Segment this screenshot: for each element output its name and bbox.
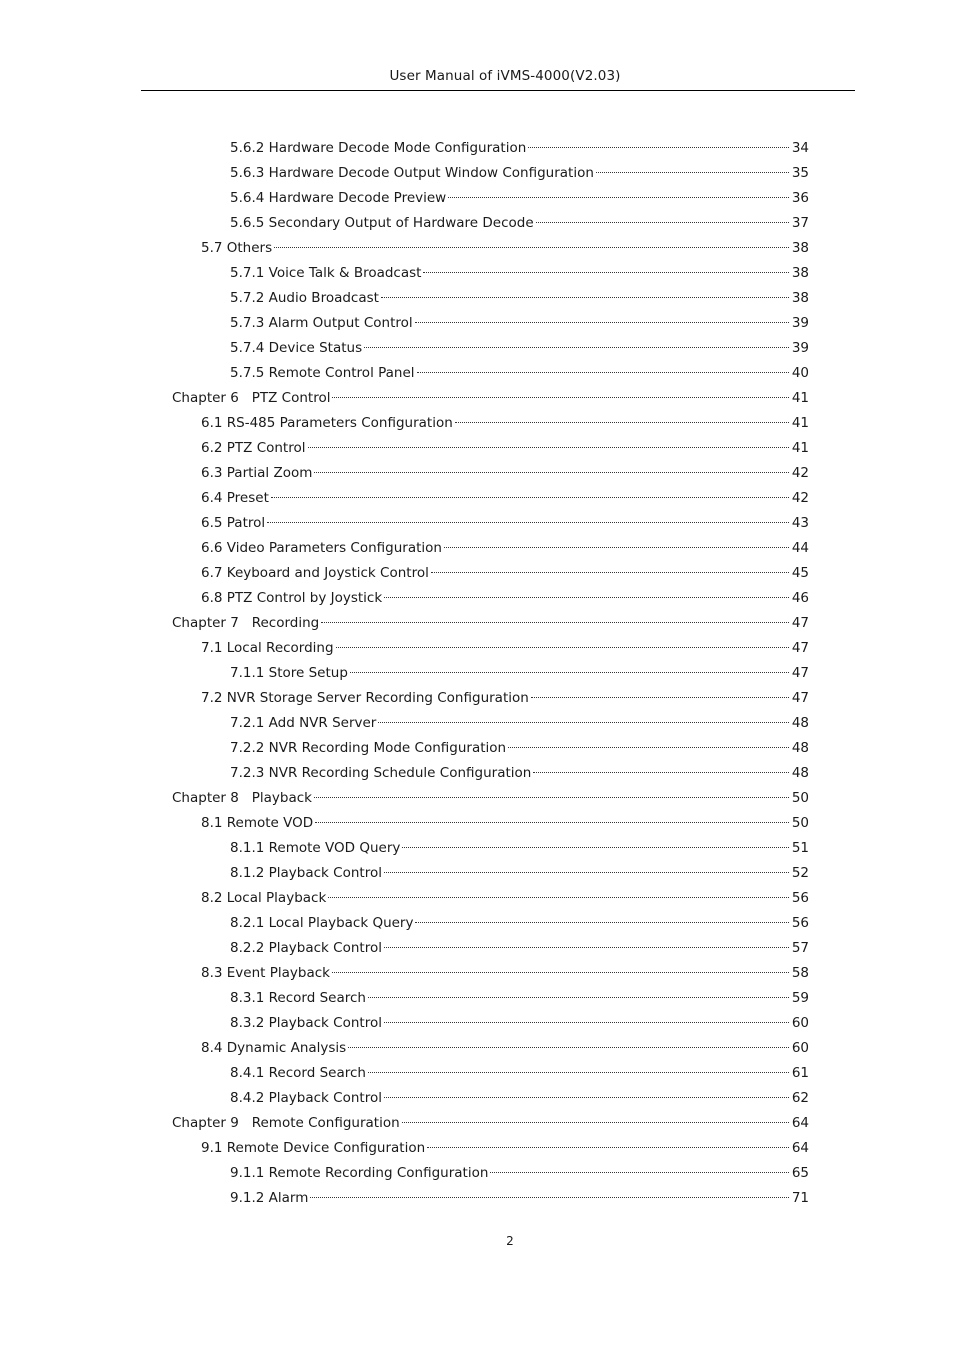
toc-entry[interactable] (230, 161, 809, 186)
toc-dot-leader (402, 1122, 789, 1123)
toc-entry[interactable] (201, 536, 809, 561)
toc-dot-leader (417, 372, 789, 373)
toc-entry-title: Chapter 6 PTZ Control (172, 390, 331, 406)
toc-entry-page: 43 (791, 515, 809, 531)
toc-dot-leader (402, 847, 788, 848)
toc-entry-title: Chapter 7 Recording (172, 615, 320, 631)
toc-dot-leader (533, 772, 788, 773)
toc-dot-leader (271, 497, 789, 498)
toc-dot-leader (431, 572, 789, 573)
toc-dot-leader (321, 622, 789, 623)
toc-entry[interactable] (230, 1186, 809, 1211)
toc-dot-leader (315, 822, 789, 823)
toc-dot-leader (427, 1147, 789, 1148)
toc-dot-leader (378, 722, 788, 723)
toc-entry[interactable] (201, 436, 809, 461)
toc-dot-leader (368, 997, 789, 998)
toc-dot-leader (384, 597, 789, 598)
toc-entry[interactable] (172, 611, 809, 636)
toc-entry-title: 8.2 Local Playback (201, 890, 327, 906)
toc-entry-page: 58 (791, 965, 809, 981)
toc-dot-leader (528, 147, 789, 148)
toc-entry-title: 6.2 PTZ Control (201, 440, 306, 456)
toc-entry-page: 60 (791, 1015, 809, 1031)
toc-entry-page: 41 (791, 390, 809, 406)
toc-entry-title: 6.1 RS-485 Parameters Configuration (201, 415, 453, 431)
toc-entry[interactable] (201, 1136, 809, 1161)
toc-entry[interactable] (172, 1111, 809, 1136)
toc-entry[interactable] (230, 661, 809, 686)
toc-dot-leader (423, 272, 788, 273)
toc-entry-title: 5.6.2 Hardware Decode Mode Configuration (230, 140, 527, 156)
toc-entry-page: 38 (791, 290, 809, 306)
toc-entry-title: 9.1 Remote Device Configuration (201, 1140, 426, 1156)
toc-dot-leader (596, 172, 789, 173)
toc-entry-page: 39 (791, 340, 809, 356)
toc-entry[interactable] (201, 511, 809, 536)
toc-entry-title: Chapter 8 Playback (172, 790, 312, 806)
toc-entry[interactable] (230, 1161, 809, 1186)
toc-entry-page: 48 (791, 740, 809, 756)
toc-entry[interactable] (230, 1011, 809, 1036)
toc-entry-title: 5.7 Others (201, 240, 273, 256)
toc-entry[interactable] (230, 261, 809, 286)
header-divider (141, 90, 855, 91)
toc-dot-leader (348, 1047, 789, 1048)
toc-dot-leader (384, 872, 789, 873)
toc-entry-page: 47 (791, 665, 809, 681)
toc-entry-title: 8.4.1 Record Search (230, 1065, 366, 1081)
toc-entry[interactable] (230, 311, 809, 336)
toc-entry[interactable] (201, 236, 809, 261)
toc-entry-title: 5.7.3 Alarm Output Control (230, 315, 413, 331)
toc-entry-page: 65 (791, 1165, 809, 1181)
toc-entry-page: 64 (791, 1115, 809, 1131)
toc-entry-page: 56 (791, 890, 809, 906)
toc-dot-leader (350, 672, 789, 673)
toc-dot-leader (381, 297, 789, 298)
toc-entry-page: 47 (791, 640, 809, 656)
toc-entry-page: 41 (791, 415, 809, 431)
toc-entry-title: 5.7.2 Audio Broadcast (230, 290, 379, 306)
toc-entry-title: 6.8 PTZ Control by Joystick (201, 590, 383, 606)
toc-entry[interactable] (230, 136, 809, 161)
toc-entry-page: 60 (791, 1040, 809, 1056)
toc-entry-page: 51 (791, 840, 809, 856)
toc-entry[interactable] (230, 361, 809, 386)
toc-dot-leader (531, 697, 789, 698)
toc-entry[interactable] (230, 336, 809, 361)
toc-entry-title: 8.2.1 Local Playback Query (230, 915, 414, 931)
toc-dot-leader (332, 397, 788, 398)
toc-entry[interactable] (230, 836, 809, 861)
toc-entry-title: 6.5 Patrol (201, 515, 266, 531)
toc-dot-leader (384, 1022, 789, 1023)
toc-dot-leader (444, 547, 789, 548)
toc-dot-leader (314, 797, 789, 798)
toc-entry-page: 40 (791, 365, 809, 381)
toc-entry-page: 42 (791, 465, 809, 481)
toc-entry-page: 59 (791, 990, 809, 1006)
toc-entry-page: 34 (791, 140, 809, 156)
toc-entry-title: 5.7.4 Device Status (230, 340, 363, 356)
toc-dot-leader (310, 1197, 788, 1198)
toc-entry[interactable] (201, 561, 809, 586)
toc-dot-leader (328, 897, 789, 898)
toc-entry[interactable] (172, 786, 809, 811)
toc-entry-page: 62 (791, 1090, 809, 1106)
toc-dot-leader (384, 1097, 789, 1098)
toc-entry-title: 6.7 Keyboard and Joystick Control (201, 565, 429, 581)
toc-entry-page: 38 (791, 265, 809, 281)
toc-entry-title: 5.7.1 Voice Talk & Broadcast (230, 265, 422, 281)
toc-dot-leader (508, 747, 789, 748)
toc-dot-leader (384, 947, 789, 948)
toc-entry-page: 57 (791, 940, 809, 956)
page-header: User Manual of iVMS-4000(V2.03) (389, 68, 621, 84)
toc-entry-title: 9.1.2 Alarm (230, 1190, 309, 1206)
toc-entry[interactable] (230, 711, 809, 736)
toc-entry[interactable] (230, 761, 809, 786)
toc-entry-title: 5.6.5 Secondary Output of Hardware Decode (230, 215, 534, 231)
toc-entry[interactable] (230, 286, 809, 311)
toc-entry[interactable] (201, 1036, 809, 1061)
toc-dot-leader (415, 322, 789, 323)
toc-entry-page: 56 (791, 915, 809, 931)
toc-entry-page: 46 (791, 590, 809, 606)
toc-entry-title: 5.6.4 Hardware Decode Preview (230, 190, 447, 206)
toc-dot-leader (267, 522, 789, 523)
toc-entry-title: 8.1 Remote VOD (201, 815, 314, 831)
toc-entry-title: 6.3 Partial Zoom (201, 465, 313, 481)
toc-entry[interactable] (172, 386, 809, 411)
toc-entry-title: 7.1 Local Recording (201, 640, 334, 656)
toc-entry-title: 5.7.5 Remote Control Panel (230, 365, 415, 381)
toc-entry-title: 6.6 Video Parameters Configuration (201, 540, 442, 556)
toc-entry-page: 61 (791, 1065, 809, 1081)
toc-entry[interactable] (201, 461, 809, 486)
toc-entry-title: 8.2.2 Playback Control (230, 940, 382, 956)
toc-entry-page: 52 (791, 865, 809, 881)
toc-entry-page: 45 (791, 565, 809, 581)
toc-entry-title: 6.4 Preset (201, 490, 269, 506)
toc-dot-leader (490, 1172, 788, 1173)
toc-entry-title: 8.1.2 Playback Control (230, 865, 382, 881)
toc-dot-leader (368, 1072, 789, 1073)
page-number: 2 (506, 1234, 514, 1248)
toc-entry-title: 8.1.1 Remote VOD Query (230, 840, 401, 856)
toc-entry[interactable] (230, 986, 809, 1011)
toc-dot-leader (314, 472, 788, 473)
toc-entry-page: 71 (791, 1190, 809, 1206)
toc-entry[interactable] (201, 411, 809, 436)
toc-entry[interactable] (230, 211, 809, 236)
toc-entry-page: 50 (791, 815, 809, 831)
toc-entry-title: 7.2.2 NVR Recording Mode Configuration (230, 740, 507, 756)
toc-entry-title: Chapter 9 Remote Configuration (172, 1115, 400, 1131)
toc-entry-page: 36 (791, 190, 809, 206)
toc-entry-page: 39 (791, 315, 809, 331)
toc-entry[interactable] (201, 961, 809, 986)
toc-entry-title: 8.3.2 Playback Control (230, 1015, 382, 1031)
toc-dot-leader (448, 197, 789, 198)
toc-entry-title: 7.2.3 NVR Recording Schedule Configuration (230, 765, 532, 781)
toc-entry-page: 47 (791, 690, 809, 706)
toc-entry-page: 47 (791, 615, 809, 631)
toc-entry-title: 5.6.3 Hardware Decode Output Window Configuration (230, 165, 594, 181)
toc-entry-title: 8.4.2 Playback Control (230, 1090, 382, 1106)
toc-dot-leader (332, 972, 789, 973)
toc-entry-page: 48 (791, 765, 809, 781)
toc-dot-leader (415, 922, 788, 923)
toc-entry-title: 7.2.1 Add NVR Server (230, 715, 377, 731)
toc-entry[interactable] (201, 636, 809, 661)
toc-entry-title: 7.2 NVR Storage Server Recording Configuration (201, 690, 529, 706)
toc-entry[interactable] (230, 186, 809, 211)
toc-entry-page: 37 (791, 215, 809, 231)
toc-entry-page: 64 (791, 1140, 809, 1156)
toc-entry-title: 8.3.1 Record Search (230, 990, 366, 1006)
toc-entry[interactable] (201, 686, 809, 711)
toc-entry-page: 44 (791, 540, 809, 556)
toc-entry[interactable] (201, 886, 809, 911)
toc-entry-page: 35 (791, 165, 809, 181)
toc-entry-title: 9.1.1 Remote Recording Configuration (230, 1165, 489, 1181)
toc-entry[interactable] (201, 811, 809, 836)
toc-entry[interactable] (230, 861, 809, 886)
toc-entry-page: 42 (791, 490, 809, 506)
toc-dot-leader (536, 222, 789, 223)
toc-dot-leader (455, 422, 789, 423)
toc-entry-page: 48 (791, 715, 809, 731)
toc-entry[interactable] (230, 736, 809, 761)
toc-entry-title: 7.1.1 Store Setup (230, 665, 348, 681)
toc-entry[interactable] (230, 936, 809, 961)
toc-entry-title: 8.3 Event Playback (201, 965, 330, 981)
toc-entry[interactable] (201, 486, 809, 511)
toc-entry[interactable] (230, 911, 809, 936)
toc-entry[interactable] (230, 1086, 809, 1111)
toc-entry-page: 38 (791, 240, 809, 256)
toc-entry-page: 50 (791, 790, 809, 806)
toc-entry[interactable] (230, 1061, 809, 1086)
toc-dot-leader (364, 347, 789, 348)
toc-entry-title: 8.4 Dynamic Analysis (201, 1040, 347, 1056)
toc-entry-page: 41 (791, 440, 809, 456)
toc-dot-leader (274, 247, 789, 248)
toc-entry[interactable] (201, 586, 809, 611)
toc-dot-leader (336, 647, 789, 648)
toc-dot-leader (308, 447, 789, 448)
